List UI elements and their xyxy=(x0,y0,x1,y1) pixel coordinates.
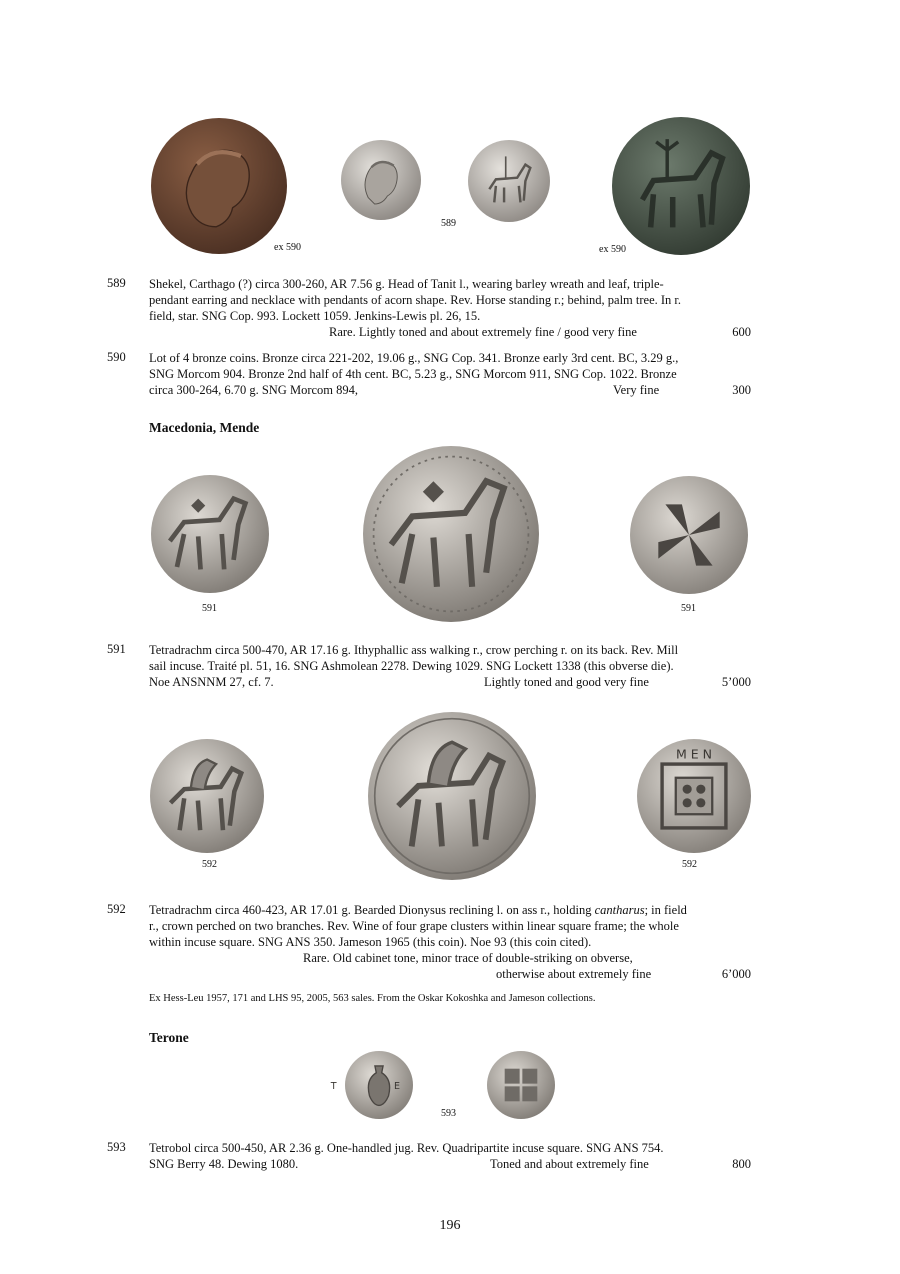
lot-592-description xyxy=(149,902,751,982)
lot-592-grade-2: otherwise about extremely fine xyxy=(496,967,652,981)
lot-589-price: 600 xyxy=(732,325,751,339)
coin-589-obverse xyxy=(341,140,421,220)
coin-592-obverse-large xyxy=(368,710,536,882)
coin-592-reverse xyxy=(637,738,751,854)
terone-inscription: T E xyxy=(330,1081,428,1093)
lot-593-price: 800 xyxy=(732,1157,751,1171)
caption-593: 593 xyxy=(441,1108,456,1119)
lot-591-line-2: sail incuse. Traité pl. 51, 16. SNG Ashmolean 2278. Dewing 1029. SNG Lockett 1338 (this obverse die). xyxy=(149,659,674,673)
mende-inscription: M E N xyxy=(675,746,713,762)
lot-592-line-1a: Tetradrachm circa 460-423, AR 17.01 g. Bearded Dionysus reclining l. on ass r., holding xyxy=(149,903,595,917)
lot-590-number: 590 xyxy=(107,350,126,364)
lot-590-line-3: circa 300-264, 6.70 g. SNG Morcom 894, xyxy=(149,383,358,397)
caption-592-left: 592 xyxy=(202,859,217,870)
lot-592-grade-1: Rare. Old cabinet tone, minor trace of double-striking on obverse, xyxy=(303,951,633,965)
lot-592-number: 592 xyxy=(107,902,126,916)
coin-591-reverse xyxy=(630,476,748,594)
coin-591-obverse-large xyxy=(361,446,541,622)
lot-592-line-1c: ; in field xyxy=(644,903,687,917)
coin-589-reverse xyxy=(468,140,550,222)
caption-ex-590-right: ex 590 xyxy=(599,244,626,255)
caption-591-right: 591 xyxy=(681,603,696,614)
lot-592-line-2: r., crown perched on two branches. Rev. Wine of four grape clusters within linear square frame; the whole xyxy=(149,919,679,933)
lot-593-number: 593 xyxy=(107,1140,126,1154)
lot-591-description xyxy=(149,642,751,690)
lot-591-number: 591 xyxy=(107,642,126,656)
lot-593-grade: Toned and about extremely fine xyxy=(490,1157,649,1171)
lot-589-line-3: field, star. SNG Cop. 993. Lockett 1059. Jenkins-Lewis pl. 26, 15. xyxy=(149,309,481,323)
lot-592-line-1 xyxy=(149,902,751,918)
lot-591-line-1: Tetradrachm circa 500-470, AR 17.16 g. Ithyphallic ass walking r., crow perching r. on its back. Rev. Mill xyxy=(149,643,679,657)
section-heading-terone: Terone xyxy=(149,1030,189,1045)
lot-589-line-2: pendant earring and necklace with pendants of acorn shape. Rev. Horse standing r.; behind, palm tree. In r. xyxy=(149,293,682,307)
lot-591-line-3: Noe ANSNNM 27, cf. 7. xyxy=(149,675,274,689)
lot-590-price: 300 xyxy=(732,383,751,397)
lot-589-grade: Rare. Lightly toned and about extremely fine / good very fine xyxy=(329,325,637,339)
lot-589-number: 589 xyxy=(107,276,126,290)
lot-590-description xyxy=(149,350,751,398)
section-heading-macedonia-mende: Macedonia, Mende xyxy=(149,420,260,435)
lot-589-line-1: Shekel, Carthago (?) circa 300-260, AR 7.56 g. Head of Tanit l., wearing barley wreath and leaf, triple- xyxy=(149,277,664,291)
lot-591-grade: Lightly toned and good very fine xyxy=(484,675,649,689)
lot-592-price: 6’000 xyxy=(721,967,751,981)
caption-589: 589 xyxy=(441,218,456,229)
lot-589-description xyxy=(149,276,751,340)
lot-593-description xyxy=(149,1140,751,1172)
lot-590-line-2: SNG Morcom 904. Bronze 2nd half of 4th cent. BC, 5.23 g., SNG Morcom 911, SNG Cop. 1022. Bronze xyxy=(149,367,677,381)
page-number: 196 xyxy=(439,1218,461,1233)
coin-593-reverse xyxy=(487,1051,555,1119)
lot-590-line-1: Lot of 4 bronze coins. Bronze circa 221-202, 19.06 g., SNG Cop. 341. Bronze early 3rd cent. BC, 3.29 g., xyxy=(149,351,679,365)
lot-592-line-3: within incuse square. SNG ANS 350. Jameson 1965 (this coin). Noe 93 (this coin cited). xyxy=(149,935,592,949)
lot-590-grade: Very fine xyxy=(613,383,660,397)
lot-593-line-1: Tetrobol circa 500-450, AR 2.36 g. One-handled jug. Rev. Quadripartite incuse square. SNG ANS 754. xyxy=(149,1141,664,1155)
caption-592-right: 592 xyxy=(682,859,697,870)
lot-591-price: 5’000 xyxy=(721,675,751,689)
coin-593-obverse xyxy=(330,1051,428,1119)
caption-ex-590-left: ex 590 xyxy=(274,242,301,253)
lot-592-cantharus: cantharus xyxy=(594,903,645,917)
lot-593-line-2: SNG Berry 48. Dewing 1080. xyxy=(149,1157,299,1171)
coin-592-obverse-small xyxy=(148,739,266,853)
lot-592-provenance-note: Ex Hess-Leu 1957, 171 and LHS 95, 2005, 563 sales. From the Oskar Kokoshka and Jameson collections. xyxy=(149,993,596,1004)
coin-590-bronze-horse xyxy=(612,117,750,255)
coin-590-bronze-head xyxy=(150,118,288,254)
coin-591-obverse-small xyxy=(150,475,270,593)
caption-591-left: 591 xyxy=(202,603,217,614)
